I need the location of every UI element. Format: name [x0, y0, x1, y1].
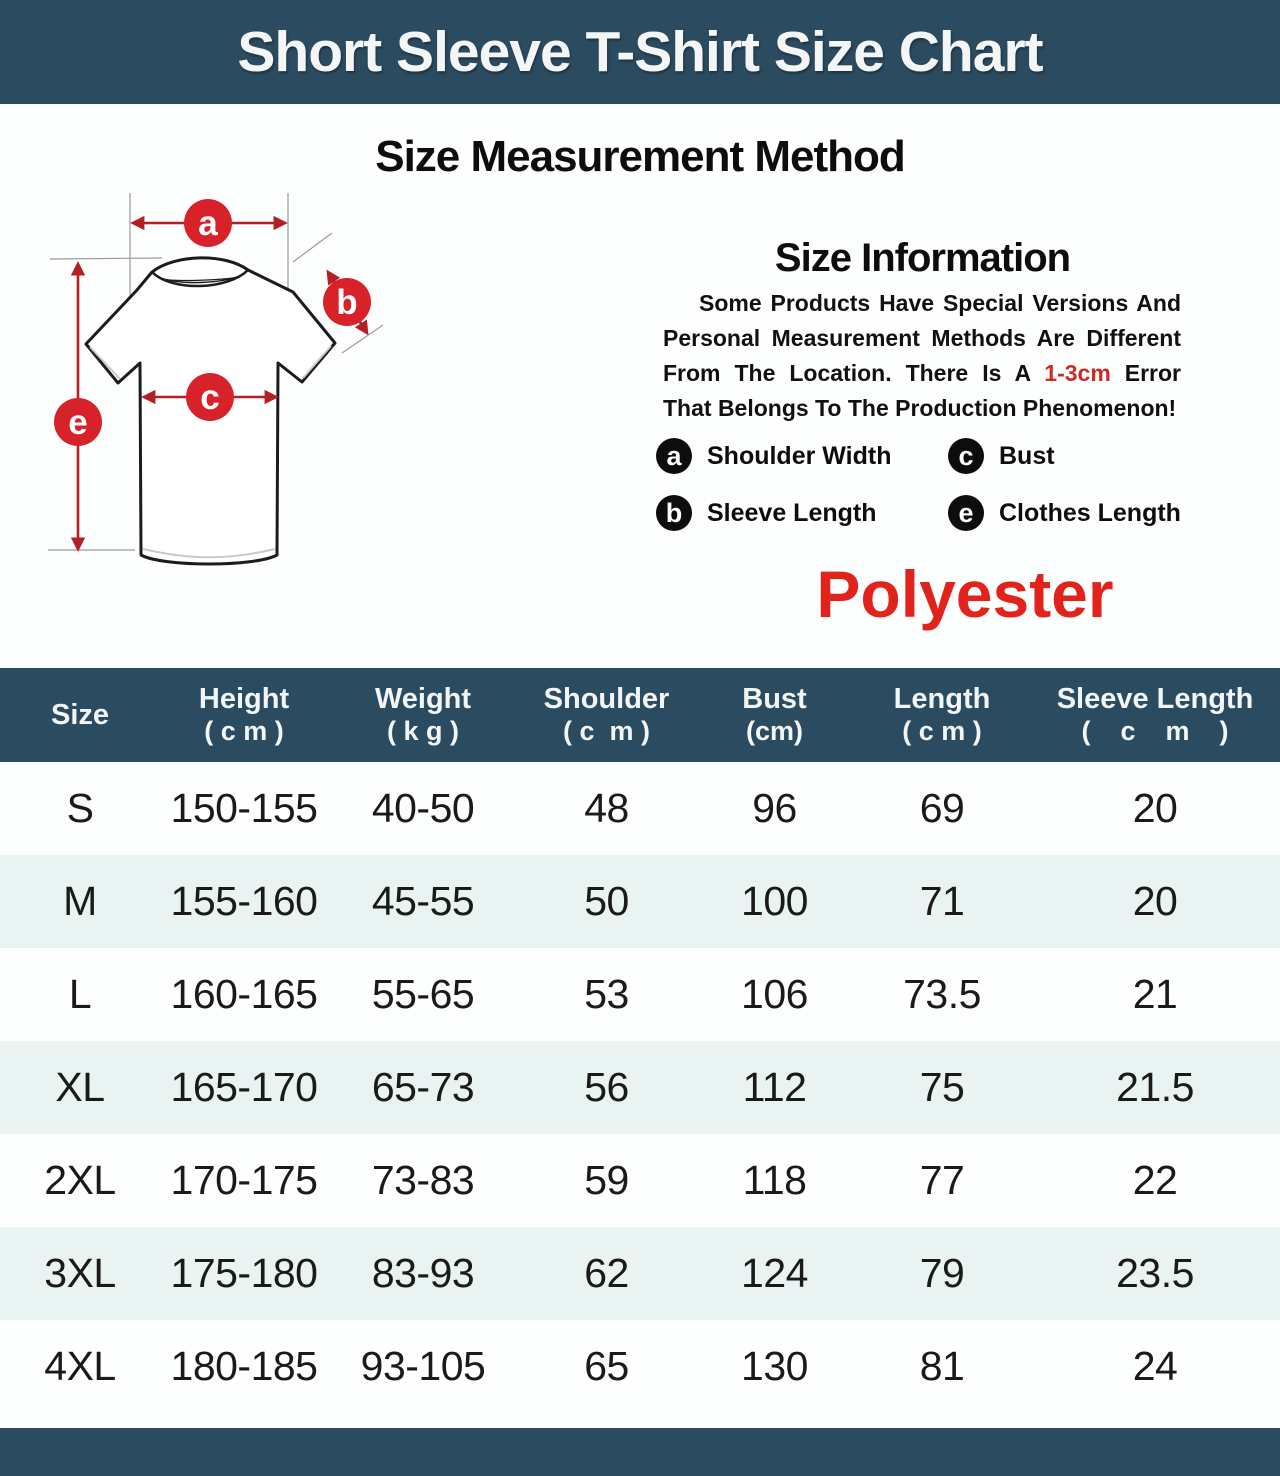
size-table-header: [0, 668, 1280, 762]
measure-letter-e: e: [68, 403, 88, 442]
table-cell: 62: [584, 1250, 629, 1296]
table-cell: 56: [584, 1064, 629, 1110]
column-header: [518, 683, 695, 747]
table-cell: 175-180: [170, 1250, 318, 1296]
table-cell: 71: [919, 878, 965, 924]
legend-letter-badge: c: [948, 438, 984, 474]
measure-letter-c: c: [200, 378, 220, 417]
column-header-unit: ( c m ): [1081, 716, 1229, 746]
table-cell: 155-160: [170, 878, 318, 924]
table-cell: 130: [741, 1343, 808, 1389]
column-header-label: Weight: [374, 683, 472, 715]
column-header-unit: ( c m ): [204, 716, 284, 746]
column-header-unit: (cm): [745, 716, 803, 746]
column-header-label: Height: [198, 683, 290, 715]
legend-letter-badge: b: [656, 495, 692, 531]
column-header-label: Bust: [742, 683, 807, 715]
table-cell: L: [68, 971, 92, 1017]
table-row: [0, 762, 1280, 855]
table-cell: 22: [1132, 1157, 1178, 1203]
column-header-label: Size: [50, 698, 110, 731]
table-cell: 3XL: [44, 1250, 116, 1296]
table-cell: 100: [741, 878, 808, 924]
table-row: [0, 1134, 1280, 1227]
column-header: [695, 683, 854, 747]
table-cell: 59: [584, 1157, 629, 1203]
table-row: [0, 1320, 1280, 1413]
column-header-label: Sleeve Length: [1056, 683, 1254, 715]
size-information-body: [663, 286, 1181, 426]
table-cell: XL: [55, 1064, 105, 1110]
table-cell: M: [63, 878, 97, 924]
legend-item: [948, 495, 1196, 531]
table-cell: 20: [1132, 785, 1178, 831]
tshirt-measurement-diagram: [40, 180, 460, 580]
table-cell: 81: [919, 1343, 965, 1389]
table-cell: 65: [584, 1343, 629, 1389]
column-header: [328, 683, 518, 747]
measurement-method-title: Size Measurement Method: [375, 132, 905, 181]
legend-letter-badge: e: [948, 495, 984, 531]
measurement-legend: [656, 438, 1196, 531]
table-cell: 112: [742, 1064, 807, 1110]
column-header-label: Length: [893, 683, 991, 715]
table-cell: 20: [1132, 878, 1178, 924]
column-header-unit: ( c m ): [902, 716, 982, 746]
size-table: [0, 668, 1280, 1413]
measure-letter-a: a: [198, 204, 218, 243]
table-cell: 96: [752, 785, 797, 831]
table-cell: 21.5: [1116, 1064, 1194, 1110]
table-cell: 150-155: [170, 785, 318, 831]
table-cell: 160-165: [170, 971, 318, 1017]
table-cell: 73-83: [371, 1157, 475, 1203]
footer-bar: [0, 1428, 1280, 1476]
table-cell: 65-73: [371, 1064, 475, 1110]
table-cell: 21: [1132, 971, 1178, 1017]
table-cell: 106: [741, 971, 808, 1017]
table-cell: 23.5: [1116, 1250, 1194, 1296]
column-header: [854, 683, 1030, 747]
table-cell: 4XL: [44, 1343, 116, 1389]
table-cell: 2XL: [44, 1157, 116, 1203]
table-cell: 124: [741, 1250, 808, 1296]
table-cell: 118: [742, 1157, 807, 1203]
column-header-label: Shoulder: [543, 683, 670, 715]
column-header-unit: ( k g ): [387, 716, 459, 746]
legend-label: Sleeve Length: [707, 498, 877, 527]
table-cell: 45-55: [371, 878, 475, 924]
table-cell: 24: [1132, 1343, 1178, 1389]
table-cell: 48: [584, 785, 629, 831]
table-cell: 75: [919, 1064, 965, 1110]
info-text-before: Some Products Have Special Versions And Personal Measurement Methods Are Different From The Location. There Is A: [663, 290, 1181, 386]
table-row: [0, 1227, 1280, 1320]
table-cell: 170-175: [170, 1157, 318, 1203]
material-label: Polyester: [816, 557, 1114, 631]
table-cell: 73.5: [903, 971, 981, 1017]
table-cell: 79: [919, 1250, 965, 1296]
title-bar: [0, 0, 1280, 104]
error-range-highlight: 1-3cm: [1044, 360, 1111, 386]
table-row: [0, 855, 1280, 948]
column-header-unit: ( c m ): [562, 716, 650, 746]
table-cell: 55-65: [371, 971, 475, 1017]
info-text-after: Error That Belongs To The Production Phenomenon!: [663, 360, 1181, 421]
page-title: Short Sleeve T-Shirt Size Chart: [237, 20, 1043, 84]
legend-letter-badge: a: [656, 438, 692, 474]
legend-item: [948, 438, 1196, 474]
table-cell: 69: [919, 785, 965, 831]
table-cell: 77: [919, 1157, 965, 1203]
column-header: [1030, 683, 1280, 747]
table-cell: 83-93: [371, 1250, 475, 1296]
table-row: [0, 948, 1280, 1041]
legend-item: [656, 495, 948, 531]
table-cell: S: [66, 785, 94, 831]
legend-label: Shoulder Width: [707, 441, 892, 470]
table-cell: 93-105: [360, 1343, 486, 1389]
table-row: [0, 1041, 1280, 1134]
legend-label: Clothes Length: [999, 498, 1181, 527]
table-cell: 53: [584, 971, 629, 1017]
table-cell: 50: [584, 878, 629, 924]
table-cell: 40-50: [371, 785, 475, 831]
legend-item: [656, 438, 948, 474]
legend-label: Bust: [999, 441, 1055, 470]
measure-letter-b: b: [336, 283, 358, 322]
table-cell: 180-185: [170, 1343, 318, 1389]
table-cell: 165-170: [170, 1064, 318, 1110]
size-table-body: [0, 762, 1280, 1413]
column-header: [160, 683, 328, 747]
size-information-title: Size Information: [774, 236, 1071, 280]
column-header: [0, 699, 160, 732]
